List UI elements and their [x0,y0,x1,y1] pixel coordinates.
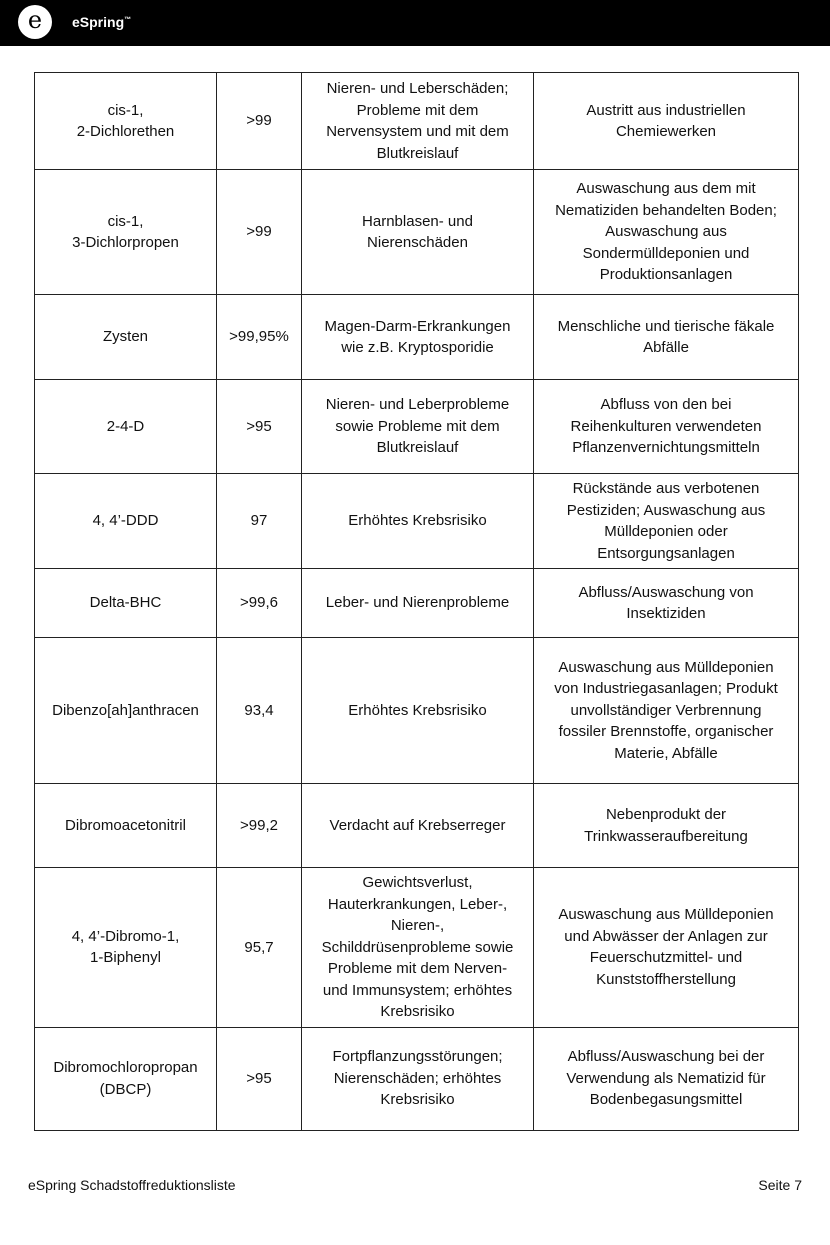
health-effects-cell: Verdacht auf Krebserreger [302,784,534,868]
contaminant-name-cell: 4, 4’-DDD [35,474,217,569]
espring-logo-icon: e [18,5,52,39]
health-effects-cell: Nieren- und Leberprobleme sowie Probleme mit dem Blutkreislauf [302,380,534,474]
contaminant-name-cell: cis-1, 3-Dichlorpropen [35,170,217,295]
reduction-value-cell: >99,2 [217,784,302,868]
table-row [35,474,799,569]
reduction-value-cell: 95,7 [217,868,302,1028]
contamination-source-cell: Auswaschung aus Mülldeponien von Industriegasanlagen; Produkt unvollständiger Verbrennung fossiler Brennstoffe, organischer Materie, Abfälle [534,638,799,784]
table-row [35,1027,799,1130]
table-row [35,638,799,784]
table-row [35,569,799,638]
contamination-source-cell: Abfluss/Auswaschung von Insektiziden [534,569,799,638]
header-bar [0,0,830,46]
reduction-value-cell: >99,95% [217,295,302,380]
contaminant-name-cell: Dibromoacetonitril [35,784,217,868]
contaminant-name-cell: cis-1, 2-Dichlorethen [35,73,217,170]
health-effects-cell: Leber- und Nierenprobleme [302,569,534,638]
contamination-source-cell: Rückstände aus verbotenen Pestiziden; Auswaschung aus Mülldeponien oder Entsorgungsanlagen [534,474,799,569]
reduction-value-cell: >95 [217,380,302,474]
health-effects-cell: Erhöhtes Krebsrisiko [302,638,534,784]
brand-name: eSpring™ [72,14,132,30]
contaminant-name-cell: 2-4-D [35,380,217,474]
reduction-value-cell: >95 [217,1027,302,1130]
contamination-source-cell: Auswaschung aus dem mit Nematiziden behandelten Boden; Auswaschung aus Sondermülldeponien und Produktionsanlagen [534,170,799,295]
contaminant-table [34,72,799,1131]
table-row [35,380,799,474]
contamination-source-cell: Austritt aus industriellen Chemiewerken [534,73,799,170]
contamination-source-cell: Auswaschung aus Mülldeponien und Abwässer der Anlagen zur Feuerschutzmittel- und Kunststoffherstellung [534,868,799,1028]
footer-document-title: eSpring Schadstoffreduktionsliste [28,1177,236,1193]
reduction-value-cell: >99 [217,170,302,295]
contaminant-name-cell: 4, 4’-Dibromo-1, 1-Biphenyl [35,868,217,1028]
table-row [35,784,799,868]
health-effects-cell: Magen-Darm-Erkrankungen wie z.B. Kryptosporidie [302,295,534,380]
table-row [35,73,799,170]
contamination-source-cell: Nebenprodukt der Trinkwasseraufbereitung [534,784,799,868]
table-row [35,868,799,1028]
contamination-source-cell: Abfluss von den bei Reihenkulturen verwendeten Pflanzenvernichtungsmitteln [534,380,799,474]
health-effects-cell: Erhöhtes Krebsrisiko [302,474,534,569]
health-effects-cell: Harnblasen- und Nierenschäden [302,170,534,295]
health-effects-cell: Nieren- und Leberschäden; Probleme mit dem Nervensystem und mit dem Blutkreislauf [302,73,534,170]
contaminant-name-cell: Dibenzo[ah]anthracen [35,638,217,784]
table-row [35,170,799,295]
contamination-source-cell: Menschliche und tierische fäkale Abfälle [534,295,799,380]
reduction-value-cell: 93,4 [217,638,302,784]
footer-page-number: Seite 7 [758,1177,802,1193]
health-effects-cell: Gewichtsverlust, Hauterkrankungen, Leber-, Nieren-, Schilddrüsenprobleme sowie Probleme mit dem Nerven- und Immunsystem; erhöhtes Krebsrisiko [302,868,534,1028]
contamination-source-cell: Abfluss/Auswaschung bei der Verwendung als Nematizid für Bodenbegasungsmittel [534,1027,799,1130]
table-row [35,295,799,380]
contaminant-name-cell: Zysten [35,295,217,380]
reduction-value-cell: >99,6 [217,569,302,638]
reduction-value-cell: >99 [217,73,302,170]
reduction-value-cell: 97 [217,474,302,569]
health-effects-cell: Fortpflanzungsstörungen; Nierenschäden; erhöhtes Krebsrisiko [302,1027,534,1130]
contaminant-name-cell: Delta-BHC [35,569,217,638]
contaminant-name-cell: Dibromochloropropan (DBCP) [35,1027,217,1130]
